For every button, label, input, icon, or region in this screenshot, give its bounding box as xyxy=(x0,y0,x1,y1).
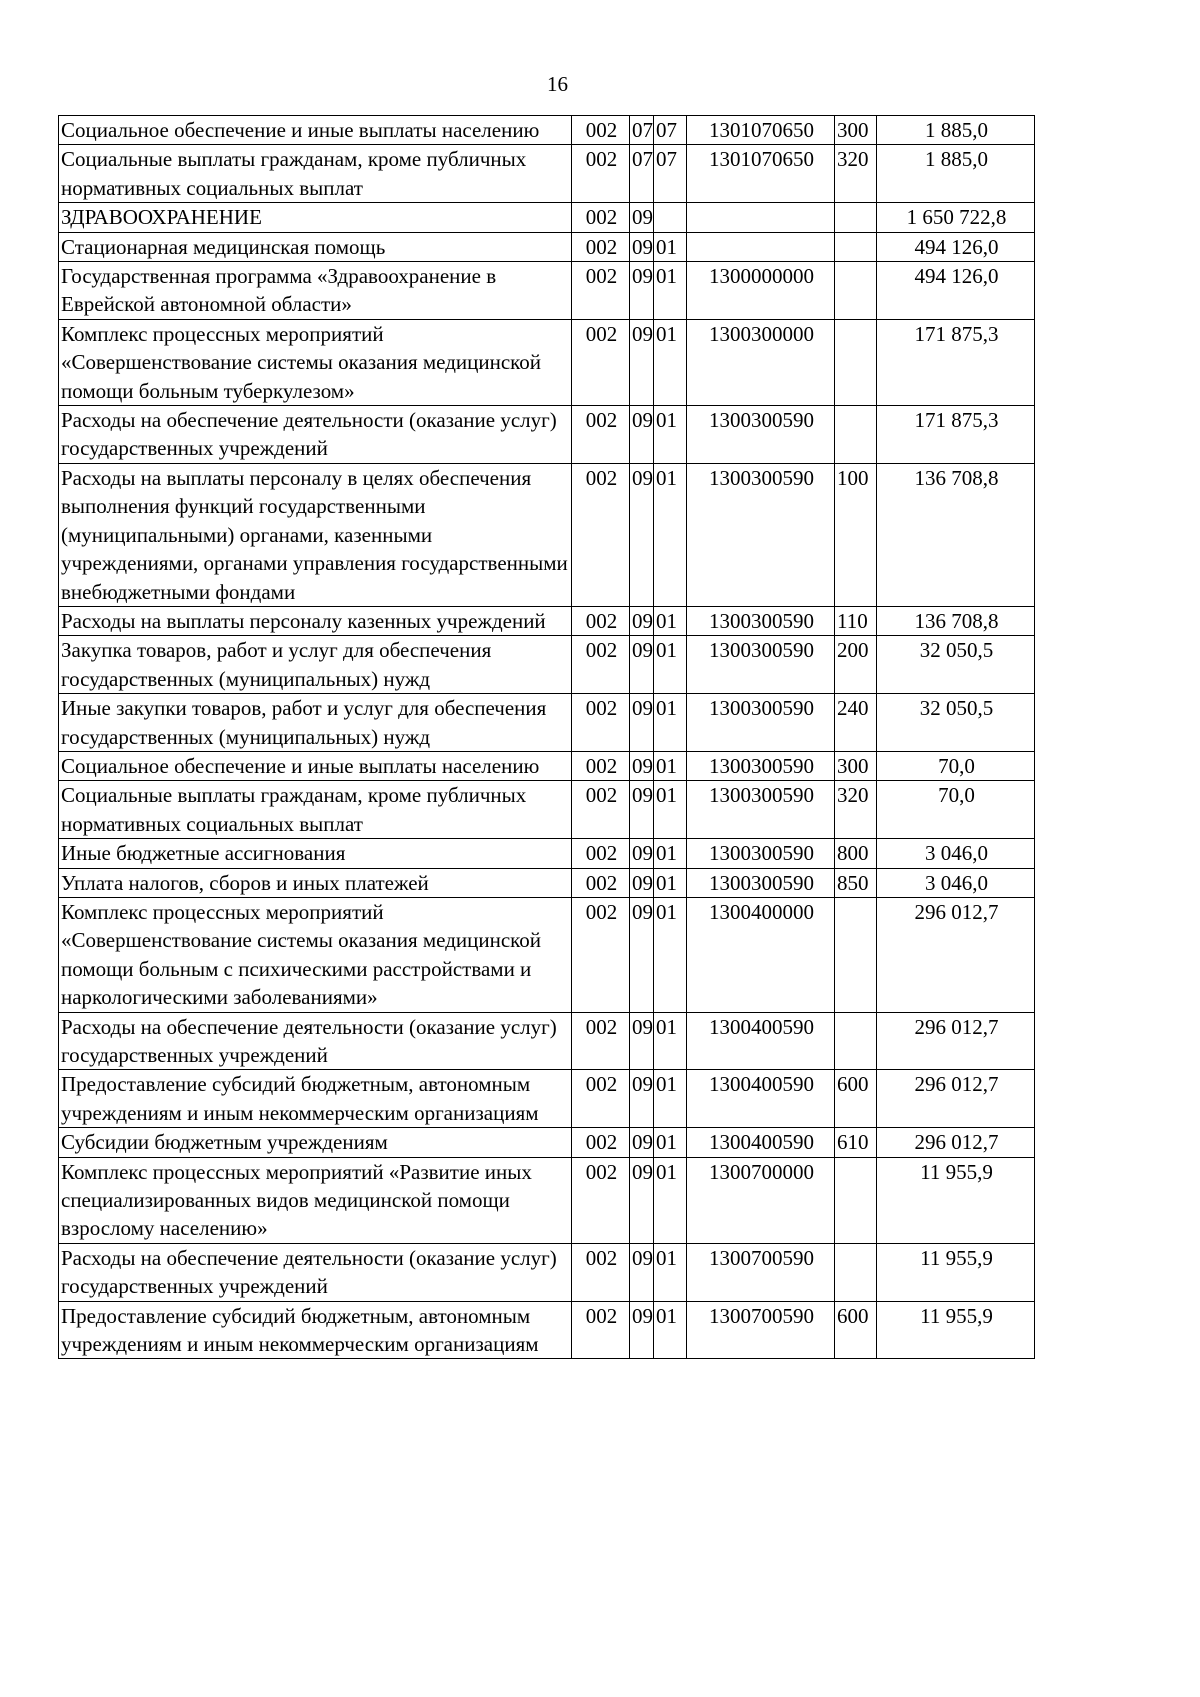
subsection-code-cell: 01 xyxy=(654,319,687,405)
section-code-cell: 09 xyxy=(630,839,654,868)
section-code-cell: 09 xyxy=(630,1128,654,1157)
table-row xyxy=(59,116,1035,145)
ministry-code-cell: 002 xyxy=(572,406,630,464)
subsection-code-cell: 01 xyxy=(654,897,687,1012)
ministry-code-cell: 002 xyxy=(572,751,630,780)
table-row xyxy=(59,262,1035,320)
expense-type-cell xyxy=(835,319,877,405)
amount-cell: 11 955,9 xyxy=(877,1301,1035,1359)
target-article-cell xyxy=(687,232,835,261)
expense-type-cell xyxy=(835,1157,877,1243)
section-code-cell: 09 xyxy=(630,1070,654,1128)
target-article-cell: 1301070650 xyxy=(687,145,835,203)
table-row xyxy=(59,319,1035,405)
expense-type-cell: 240 xyxy=(835,694,877,752)
expense-name-cell: Расходы на обеспечение деятельности (оказание услуг) государственных учреждений xyxy=(59,1243,572,1301)
section-code-cell: 09 xyxy=(630,636,654,694)
amount-cell: 70,0 xyxy=(877,781,1035,839)
expense-type-cell: 300 xyxy=(835,751,877,780)
amount-cell: 494 126,0 xyxy=(877,262,1035,320)
target-article-cell: 1300700590 xyxy=(687,1301,835,1359)
table-row xyxy=(59,751,1035,780)
subsection-code-cell: 01 xyxy=(654,636,687,694)
amount-cell: 296 012,7 xyxy=(877,897,1035,1012)
table-row xyxy=(59,606,1035,635)
subsection-code-cell: 01 xyxy=(654,232,687,261)
table-row xyxy=(59,694,1035,752)
subsection-code-cell: 01 xyxy=(654,839,687,868)
expense-name-cell: Комплекс процессных мероприятий «Совершенствование системы оказания медицинской помощи больным с психическими расстройствами и наркологическими заболеваниями» xyxy=(59,897,572,1012)
expense-name-cell: Социальное обеспечение и иные выплаты населению xyxy=(59,116,572,145)
subsection-code-cell: 01 xyxy=(654,1301,687,1359)
target-article-cell: 1300000000 xyxy=(687,262,835,320)
amount-cell: 3 046,0 xyxy=(877,839,1035,868)
subsection-code-cell: 01 xyxy=(654,1243,687,1301)
expense-type-cell xyxy=(835,1243,877,1301)
ministry-code-cell: 002 xyxy=(572,694,630,752)
ministry-code-cell: 002 xyxy=(572,606,630,635)
ministry-code-cell: 002 xyxy=(572,463,630,606)
expense-name-cell: Закупка товаров, работ и услуг для обеспечения государственных (муниципальных) нужд xyxy=(59,636,572,694)
expense-name-cell: Расходы на обеспечение деятельности (оказание услуг) государственных учреждений xyxy=(59,406,572,464)
expense-name-cell: Социальные выплаты гражданам, кроме публичных нормативных социальных выплат xyxy=(59,145,572,203)
ministry-code-cell: 002 xyxy=(572,897,630,1012)
amount-cell: 296 012,7 xyxy=(877,1012,1035,1070)
expense-type-cell: 800 xyxy=(835,839,877,868)
expense-type-cell xyxy=(835,203,877,232)
section-code-cell: 09 xyxy=(630,1157,654,1243)
target-article-cell: 1300400590 xyxy=(687,1012,835,1070)
table-row xyxy=(59,636,1035,694)
target-article-cell xyxy=(687,203,835,232)
table-row xyxy=(59,1128,1035,1157)
section-code-cell: 09 xyxy=(630,319,654,405)
table-row xyxy=(59,406,1035,464)
expense-name-cell: Иные закупки товаров, работ и услуг для обеспечения государственных (муниципальных) нужд xyxy=(59,694,572,752)
target-article-cell: 1300300590 xyxy=(687,606,835,635)
expense-name-cell: Комплекс процессных мероприятий «Развитие иных специализированных видов медицинской помощи взрослому населению» xyxy=(59,1157,572,1243)
ministry-code-cell: 002 xyxy=(572,203,630,232)
subsection-code-cell: 01 xyxy=(654,406,687,464)
amount-cell: 296 012,7 xyxy=(877,1128,1035,1157)
subsection-code-cell: 01 xyxy=(654,1157,687,1243)
expense-type-cell xyxy=(835,406,877,464)
expense-type-cell: 600 xyxy=(835,1070,877,1128)
subsection-code-cell: 07 xyxy=(654,145,687,203)
amount-cell: 136 708,8 xyxy=(877,463,1035,606)
expense-type-cell: 320 xyxy=(835,781,877,839)
target-article-cell: 1300300590 xyxy=(687,781,835,839)
target-article-cell: 1300400000 xyxy=(687,897,835,1012)
ministry-code-cell: 002 xyxy=(572,319,630,405)
expense-name-cell: Государственная программа «Здравоохранение в Еврейской автономной области» xyxy=(59,262,572,320)
table-row xyxy=(59,897,1035,1012)
section-code-cell: 09 xyxy=(630,203,654,232)
subsection-code-cell xyxy=(654,203,687,232)
subsection-code-cell: 01 xyxy=(654,751,687,780)
subsection-code-cell: 01 xyxy=(654,781,687,839)
section-code-cell: 09 xyxy=(630,606,654,635)
ministry-code-cell: 002 xyxy=(572,1128,630,1157)
amount-cell: 136 708,8 xyxy=(877,606,1035,635)
amount-cell: 32 050,5 xyxy=(877,636,1035,694)
table-row xyxy=(59,1301,1035,1359)
section-code-cell: 09 xyxy=(630,694,654,752)
table-row xyxy=(59,1070,1035,1128)
ministry-code-cell: 002 xyxy=(572,636,630,694)
ministry-code-cell: 002 xyxy=(572,1012,630,1070)
section-code-cell: 07 xyxy=(630,145,654,203)
expense-type-cell: 600 xyxy=(835,1301,877,1359)
ministry-code-cell: 002 xyxy=(572,262,630,320)
expense-type-cell xyxy=(835,232,877,261)
expense-name-cell: ЗДРАВООХРАНЕНИЕ xyxy=(59,203,572,232)
subsection-code-cell: 01 xyxy=(654,463,687,606)
expense-type-cell xyxy=(835,897,877,1012)
section-code-cell: 09 xyxy=(630,232,654,261)
target-article-cell: 1300300590 xyxy=(687,694,835,752)
page-number: 16 xyxy=(547,72,568,96)
table-row xyxy=(59,203,1035,232)
budget-table xyxy=(58,115,1035,1359)
table-row xyxy=(59,463,1035,606)
expense-type-cell: 850 xyxy=(835,868,877,897)
subsection-code-cell: 01 xyxy=(654,1128,687,1157)
ministry-code-cell: 002 xyxy=(572,116,630,145)
ministry-code-cell: 002 xyxy=(572,1243,630,1301)
table-row xyxy=(59,781,1035,839)
expense-name-cell: Расходы на выплаты персоналу казенных учреждений xyxy=(59,606,572,635)
amount-cell: 171 875,3 xyxy=(877,406,1035,464)
target-article-cell: 1300300590 xyxy=(687,463,835,606)
amount-cell: 3 046,0 xyxy=(877,868,1035,897)
expense-type-cell: 200 xyxy=(835,636,877,694)
amount-cell: 1 885,0 xyxy=(877,145,1035,203)
subsection-code-cell: 01 xyxy=(654,262,687,320)
expense-name-cell: Уплата налогов, сборов и иных платежей xyxy=(59,868,572,897)
expense-name-cell: Стационарная медицинская помощь xyxy=(59,232,572,261)
expense-name-cell: Комплекс процессных мероприятий «Совершенствование системы оказания медицинской помощи больным туберкулезом» xyxy=(59,319,572,405)
amount-cell: 32 050,5 xyxy=(877,694,1035,752)
subsection-code-cell: 07 xyxy=(654,116,687,145)
expense-name-cell: Социальное обеспечение и иные выплаты населению xyxy=(59,751,572,780)
target-article-cell: 1300300590 xyxy=(687,636,835,694)
section-code-cell: 09 xyxy=(630,1301,654,1359)
subsection-code-cell: 01 xyxy=(654,606,687,635)
ministry-code-cell: 002 xyxy=(572,839,630,868)
section-code-cell: 09 xyxy=(630,751,654,780)
section-code-cell: 09 xyxy=(630,1012,654,1070)
expense-type-cell: 300 xyxy=(835,116,877,145)
ministry-code-cell: 002 xyxy=(572,1301,630,1359)
ministry-code-cell: 002 xyxy=(572,232,630,261)
expense-type-cell: 100 xyxy=(835,463,877,606)
amount-cell: 70,0 xyxy=(877,751,1035,780)
expense-type-cell xyxy=(835,1012,877,1070)
table-row xyxy=(59,1243,1035,1301)
ministry-code-cell: 002 xyxy=(572,1157,630,1243)
ministry-code-cell: 002 xyxy=(572,868,630,897)
amount-cell: 11 955,9 xyxy=(877,1157,1035,1243)
table-row xyxy=(59,145,1035,203)
expense-type-cell: 610 xyxy=(835,1128,877,1157)
table-row xyxy=(59,1012,1035,1070)
section-code-cell: 09 xyxy=(630,897,654,1012)
section-code-cell: 09 xyxy=(630,781,654,839)
amount-cell: 296 012,7 xyxy=(877,1070,1035,1128)
target-article-cell: 1301070650 xyxy=(687,116,835,145)
amount-cell: 171 875,3 xyxy=(877,319,1035,405)
section-code-cell: 07 xyxy=(630,116,654,145)
subsection-code-cell: 01 xyxy=(654,1012,687,1070)
target-article-cell: 1300400590 xyxy=(687,1128,835,1157)
amount-cell: 1 650 722,8 xyxy=(877,203,1035,232)
table-row xyxy=(59,1157,1035,1243)
amount-cell: 1 885,0 xyxy=(877,116,1035,145)
expense-name-cell: Социальные выплаты гражданам, кроме публичных нормативных социальных выплат xyxy=(59,781,572,839)
section-code-cell: 09 xyxy=(630,463,654,606)
target-article-cell: 1300300590 xyxy=(687,751,835,780)
target-article-cell: 1300300000 xyxy=(687,319,835,405)
expense-name-cell: Субсидии бюджетным учреждениям xyxy=(59,1128,572,1157)
section-code-cell: 09 xyxy=(630,406,654,464)
target-article-cell: 1300300590 xyxy=(687,406,835,464)
subsection-code-cell: 01 xyxy=(654,868,687,897)
subsection-code-cell: 01 xyxy=(654,694,687,752)
ministry-code-cell: 002 xyxy=(572,781,630,839)
expense-type-cell xyxy=(835,262,877,320)
target-article-cell: 1300700000 xyxy=(687,1157,835,1243)
table-row xyxy=(59,868,1035,897)
target-article-cell: 1300400590 xyxy=(687,1070,835,1128)
table-row xyxy=(59,232,1035,261)
target-article-cell: 1300300590 xyxy=(687,868,835,897)
expense-name-cell: Расходы на обеспечение деятельности (оказание услуг) государственных учреждений xyxy=(59,1012,572,1070)
target-article-cell: 1300700590 xyxy=(687,1243,835,1301)
expense-name-cell: Расходы на выплаты персоналу в целях обеспечения выполнения функций государственными (муниципальными) органами, казенными учреждениями, органами управления государственными внебюджетными фондами xyxy=(59,463,572,606)
expense-type-cell: 110 xyxy=(835,606,877,635)
amount-cell: 11 955,9 xyxy=(877,1243,1035,1301)
section-code-cell: 09 xyxy=(630,868,654,897)
subsection-code-cell: 01 xyxy=(654,1070,687,1128)
expense-type-cell: 320 xyxy=(835,145,877,203)
expense-name-cell: Предоставление субсидий бюджетным, автономным учреждениям и иным некоммерческим организациям xyxy=(59,1070,572,1128)
expense-name-cell: Предоставление субсидий бюджетным, автономным учреждениям и иным некоммерческим организациям xyxy=(59,1301,572,1359)
ministry-code-cell: 002 xyxy=(572,145,630,203)
table-row xyxy=(59,839,1035,868)
expense-name-cell: Иные бюджетные ассигнования xyxy=(59,839,572,868)
section-code-cell: 09 xyxy=(630,1243,654,1301)
ministry-code-cell: 002 xyxy=(572,1070,630,1128)
amount-cell: 494 126,0 xyxy=(877,232,1035,261)
section-code-cell: 09 xyxy=(630,262,654,320)
target-article-cell: 1300300590 xyxy=(687,839,835,868)
